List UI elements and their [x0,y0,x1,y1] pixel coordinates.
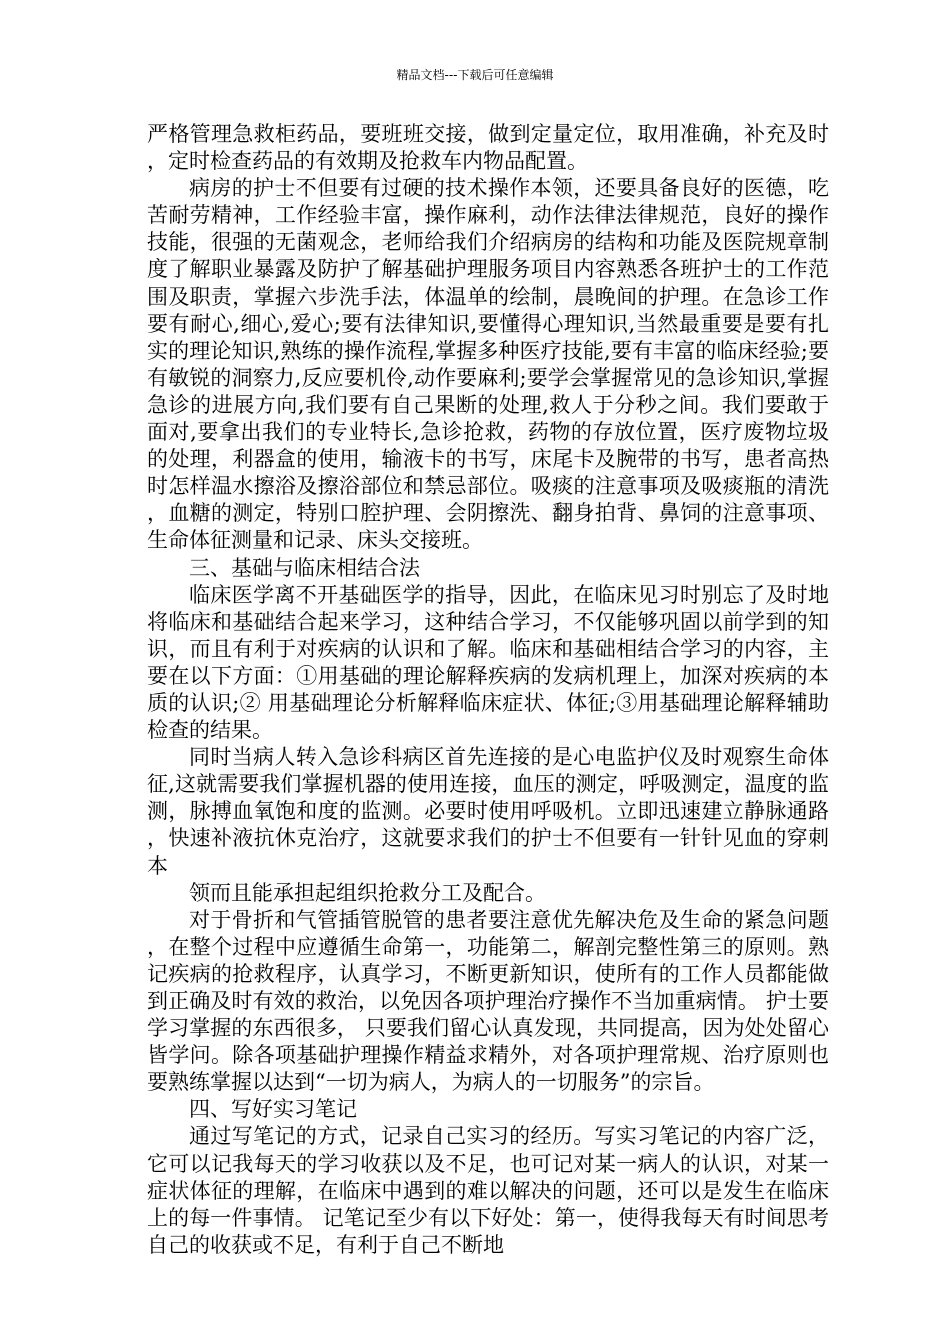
section-heading-3: 三、基础与临床相结合法 [189,555,420,580]
paragraph-9: 通过写笔记的方式，记录自己实习的经历。写实习笔记的内容广泛，它可以记我每天的学习收获以及不足，也可记对某一病人的认识，对某一症状体征的理解，在临床中遇到的难以解决的问题，还可以是发生在临床上的每一件事情。 记笔记至少有以下好处：第一，使得我每天有时间思考自己的收获或不足，有利于自己不断地 [147,1124,829,1257]
paragraph-2: 病房的护士不但要有过硬的技术操作本领，还要具备良好的医德，吃苦耐劳精神，工作经验丰富，操作麻利，动作法律法律规范，良好的操作技能，很强的无菌观念，老师给我们介绍病房的结构和功能及医院规章制度了解职业暴露及防护了解基础护理服务项目内容熟悉各班护士的工作范围及职责，掌握六步洗手法，体温单的绘制，晨晚间的护理。在急诊工作要有耐心,细心,爱心;要有法律知识,要懂得心理知识,当然最重要是要有扎实的理论知识,熟练的操作流程,掌握多种医疗技能,要有丰富的临床经验;要有敏锐的洞察力,反应要机伶,动作要麻利;要学会掌握常见的急诊知识,掌握急诊的进展方向,我们要有自己果断的处理,救人于分秒之间。我们要敢于面对,要拿出我们的专业特长,急诊抢救，药物的存放位置，医疗废物垃圾的处理，利器盒的使用，输液卡的书写，床尾卡及腕带的书写，患者高热时怎样温水擦浴及擦浴部位和禁忌部位。吸痰的注意事项及吸痰瓶的清洗，血糖的测定，特别口腔护理、会阴擦洗、翻身拍背、鼻饲的注意事项、生命体征测量和记录、床头交接班。 [147,176,829,553]
paragraph-5: 同时当病人转入急诊科病区首先连接的是心电监护仪及时观察生命体征,这就需要我们掌握机器的使用连接，血压的测定，呼吸测定，温度的监测，脉搏血氧饱和度的监测。必要时使用呼吸机。立即迅速建立静脉通路，快速补液抗休克治疗，这就要求我们的护士不但要有一针针见血的穿刺本 [147,745,829,878]
document-body [147,121,829,1259]
page-header: 精品文档---下载后可任意编辑 [396,68,554,82]
paragraph-4: 临床医学离不开基础医学的指导，因此，在临床见习时别忘了及时地将临床和基础结合起来学习，这种结合学习，不仅能够巩固以前学到的知识，而且有利于对疾病的认识和了解。临床和基础相结合学习的内容，主要在以下方面：①用基础的理论解释疾病的发病机理上，加深对疾病的本质的认识;② 用基础理论分析解释临床症状、体征;③用基础理论解释辅助检查的结果。 [147,582,829,743]
paragraph-1: 严格管理急救柜药品，要班班交接，做到定量定位，取用准确，补充及时，定时检查药品的有效期及抢救车内物品配置。 [147,122,829,174]
paragraph-7: 对于骨折和气管插管脱管的患者要注意优先解决危及生命的紧急问题，在整个过程中应遵循生命第一，功能第二，解剖完整性第三的原则。熟记疾病的抢救程序，认真学习，不断更新知识，使所有的工作人员都能做到正确及时有效的救治，以免因各项护理治疗操作不当加重病情。 护士要学习掌握的东西很多， 只要我们留心认真发现，共同提高，因为处处留心皆学问。除各项基础护理操作精益求精外，对各项护理常规、治疗原则也要熟练掌握以达到“一切为病人，为病人的一切服务”的宗旨。 [147,907,829,1095]
paragraph-6: 领而且能承担起组织抢救分工及配合。 [189,880,546,905]
section-heading-4: 四、写好实习笔记 [189,1097,357,1122]
